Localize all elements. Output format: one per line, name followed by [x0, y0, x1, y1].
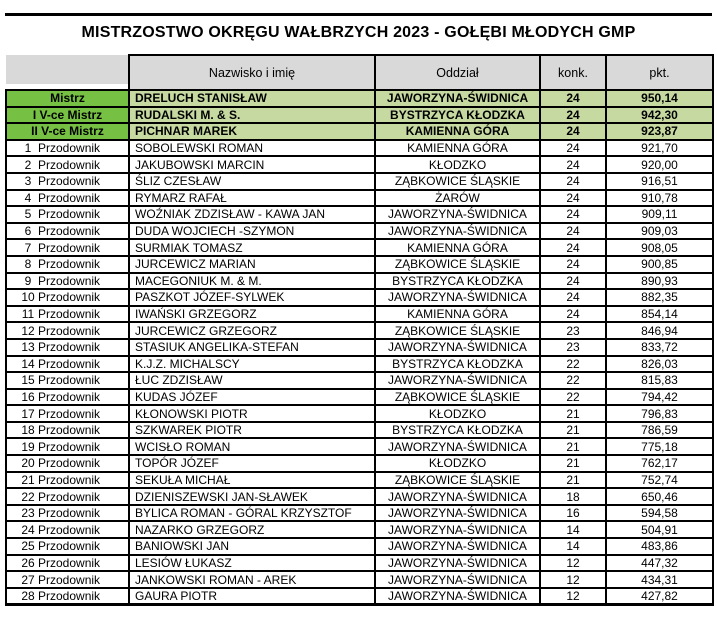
points-cell: 650,46 [606, 488, 713, 505]
rank-cell [6, 505, 129, 522]
competitions-cell: 24 [540, 206, 606, 223]
points-cell: 916,51 [606, 173, 713, 190]
top-rule [5, 13, 712, 16]
table-row [6, 555, 713, 572]
rank-cell [6, 472, 129, 489]
rank-title: Przodownik [38, 506, 101, 521]
name-cell: SZKWAREK PIOTR [129, 422, 375, 439]
points-cell: 762,17 [606, 455, 713, 472]
table-row [6, 389, 713, 406]
table-row [6, 521, 713, 538]
rank-title: Przodownik [38, 423, 101, 438]
rank-cell [6, 588, 129, 605]
podium-section [6, 90, 713, 140]
points-cell: 833,72 [606, 339, 713, 356]
competitions-cell: 24 [540, 289, 606, 306]
competitions-cell: 24 [540, 273, 606, 290]
table-row [6, 322, 713, 339]
competitions-cell: 14 [540, 538, 606, 555]
table-row [6, 289, 713, 306]
branch-cell: KAMIENNA GÓRA [375, 239, 540, 256]
rank-cell [6, 521, 129, 538]
points-cell: 504,91 [606, 521, 713, 538]
table-row [6, 239, 713, 256]
rank-number: 7 [24, 240, 32, 255]
header-competitions: konk. [540, 55, 606, 90]
rank-cell [6, 306, 129, 323]
points-cell: 910,78 [606, 190, 713, 207]
rank-cell [6, 223, 129, 240]
rank-title: Przodownik [38, 290, 101, 305]
rank-title: Przodownik [38, 224, 101, 239]
name-cell: GAURA PIOTR [129, 588, 375, 605]
branch-cell: JAWORZYNA-ŚWIDNICA [375, 521, 540, 538]
points-cell: 950,14 [606, 90, 713, 107]
points-cell: 796,83 [606, 405, 713, 422]
rank-title: Przodownik [38, 174, 101, 189]
points-cell: 752,74 [606, 472, 713, 489]
competitions-cell: 14 [540, 521, 606, 538]
header-points: pkt. [606, 55, 713, 90]
table-row [6, 405, 713, 422]
branch-cell: ZĄBKOWICE ŚLĄSKIE [375, 472, 540, 489]
competitions-cell: 18 [540, 488, 606, 505]
rank-cell [6, 389, 129, 406]
rank-cell [6, 273, 129, 290]
rank-title: Przodownik [38, 456, 101, 471]
competitions-cell: 24 [540, 190, 606, 207]
name-cell: DZIENISZEWSKI JAN-SŁAWEK [129, 488, 375, 505]
name-cell: MACEGONIUK M. & M. [129, 273, 375, 290]
rank-title: Przodownik [38, 439, 101, 454]
rank-title: Przodownik [38, 190, 101, 205]
table-row [6, 339, 713, 356]
name-cell: DRELUCH STANISŁAW [129, 90, 375, 107]
branch-cell: BYSTRZYCA KŁODZKA [375, 356, 540, 373]
points-cell: 594,58 [606, 505, 713, 522]
rank-cell [6, 256, 129, 273]
podium-row [6, 123, 713, 140]
rank-number: 17 [21, 406, 35, 421]
table-row [6, 190, 713, 207]
points-cell: 854,14 [606, 306, 713, 323]
rank-title: Przodownik [38, 257, 101, 272]
points-cell: 447,32 [606, 555, 713, 572]
table-row [6, 156, 713, 173]
rank-cell [6, 173, 129, 190]
rank-cell [6, 405, 129, 422]
competitions-cell: 22 [540, 389, 606, 406]
rank-number: 3 [24, 174, 32, 189]
branch-cell: KAMIENNA GÓRA [375, 123, 540, 140]
ranking-section [6, 140, 713, 605]
table-row [6, 356, 713, 373]
rank-title: Przodownik [38, 406, 101, 421]
name-cell: RUDALSKI M. & S. [129, 107, 375, 124]
name-cell: STASIUK ANGELIKA-STEFAN [129, 339, 375, 356]
points-cell: 900,85 [606, 256, 713, 273]
branch-cell: JAWORZYNA-ŚWIDNICA [375, 555, 540, 572]
rank-title: Przodownik [38, 522, 101, 537]
competitions-cell: 24 [540, 173, 606, 190]
rank-number: 14 [21, 356, 35, 371]
rank-number: 28 [21, 589, 35, 604]
branch-cell: ZĄBKOWICE ŚLĄSKIE [375, 389, 540, 406]
points-cell: 908,05 [606, 239, 713, 256]
name-cell: JANKOWSKI ROMAN - AREK [129, 571, 375, 588]
header-name: Nazwisko i imię [129, 55, 375, 90]
page-title: MISTRZOSTWO OKRĘGU WAŁBRZYCH 2023 - GOŁĘBI MŁODYCH GMP [81, 24, 636, 41]
rank-number: 11 [21, 307, 35, 322]
rank-title: Przodownik [38, 489, 101, 504]
podium-row [6, 107, 713, 124]
points-cell: 920,00 [606, 156, 713, 173]
rank-number: 10 [21, 290, 35, 305]
name-cell: ŚLIZ CZESŁAW [129, 173, 375, 190]
rank-cell [6, 455, 129, 472]
rank-number: 6 [24, 224, 32, 239]
name-cell: JURCEWICZ MARIAN [129, 256, 375, 273]
rank-number: 23 [21, 506, 35, 521]
rank-number: 2 [24, 157, 32, 172]
name-cell: SEKUŁA MICHAŁ [129, 472, 375, 489]
points-cell: 909,11 [606, 206, 713, 223]
competitions-cell: 24 [540, 239, 606, 256]
rank-title: Przodownik [38, 207, 101, 222]
competitions-cell: 24 [540, 156, 606, 173]
points-cell: 909,03 [606, 223, 713, 240]
points-cell: 923,87 [606, 123, 713, 140]
table-row [6, 140, 713, 157]
rank-number: 26 [21, 555, 35, 570]
rank-number: 21 [21, 472, 35, 487]
table-row [6, 273, 713, 290]
rank-number: 5 [24, 207, 32, 222]
points-cell: 434,31 [606, 571, 713, 588]
rank-number: 27 [21, 572, 35, 587]
table-row [6, 488, 713, 505]
rank-number: 18 [21, 423, 35, 438]
table-row [6, 173, 713, 190]
branch-cell: BYSTRZYCA KŁODZKA [375, 273, 540, 290]
table-row [6, 256, 713, 273]
points-cell: 846,94 [606, 322, 713, 339]
rank-title: Przodownik [38, 555, 101, 570]
competitions-cell: 24 [540, 140, 606, 157]
points-cell: 921,70 [606, 140, 713, 157]
competitions-cell: 24 [540, 123, 606, 140]
branch-cell: KAMIENNA GÓRA [375, 306, 540, 323]
name-cell: LESIÓW ŁUKASZ [129, 555, 375, 572]
branch-cell: ZĄBKOWICE ŚLĄSKIE [375, 322, 540, 339]
branch-cell: ZĄBKOWICE ŚLĄSKIE [375, 173, 540, 190]
competitions-cell: 24 [540, 306, 606, 323]
branch-cell: JAWORZYNA-ŚWIDNICA [375, 206, 540, 223]
rank-number: 1 [24, 141, 32, 156]
table-row [6, 372, 713, 389]
rank-title: Przodownik [38, 240, 101, 255]
points-cell: 794,42 [606, 389, 713, 406]
points-cell: 427,82 [606, 588, 713, 605]
table-row [6, 588, 713, 605]
rank-number: 8 [24, 257, 32, 272]
name-cell: TOPÓR JÓZEF [129, 455, 375, 472]
rank-title: Przodownik [38, 141, 101, 156]
competitions-cell: 23 [540, 339, 606, 356]
branch-cell: BYSTRZYCA KŁODZKA [375, 422, 540, 439]
competitions-cell: 21 [540, 472, 606, 489]
rank-cell: I V-ce Mistrz [6, 107, 129, 124]
competitions-cell: 21 [540, 438, 606, 455]
branch-cell: JAWORZYNA-ŚWIDNICA [375, 289, 540, 306]
rank-cell [6, 571, 129, 588]
table-row [6, 223, 713, 240]
rank-cell [6, 190, 129, 207]
name-cell: PICHNAR MAREK [129, 123, 375, 140]
points-cell: 483,86 [606, 538, 713, 555]
table-row [6, 455, 713, 472]
table-row [6, 571, 713, 588]
name-cell: WOŹNIAK ZDZISŁAW - KAWA JAN [129, 206, 375, 223]
table-row [6, 505, 713, 522]
rank-cell [6, 239, 129, 256]
rank-cell: II V-ce Mistrz [6, 123, 129, 140]
competitions-cell: 21 [540, 455, 606, 472]
name-cell: JAKUBOWSKI MARCIN [129, 156, 375, 173]
name-cell: WCISŁO ROMAN [129, 438, 375, 455]
name-cell: KŁONOWSKI PIOTR [129, 405, 375, 422]
header-rank-blank [6, 55, 129, 90]
name-cell: JURCEWICZ GRZEGORZ [129, 322, 375, 339]
competitions-cell: 24 [540, 107, 606, 124]
rank-title: Przodownik [38, 323, 101, 338]
table-header [6, 55, 713, 90]
rank-cell [6, 372, 129, 389]
rank-title: Przodownik [38, 472, 101, 487]
name-cell: ŁUC ZDZISŁAW [129, 372, 375, 389]
rank-title: Przodownik [38, 373, 101, 388]
rank-cell [6, 206, 129, 223]
branch-cell: JAWORZYNA-ŚWIDNICA [375, 488, 540, 505]
header-row [6, 55, 713, 90]
podium-row [6, 90, 713, 107]
rank-title: Przodownik [38, 589, 101, 604]
rank-cell: Mistrz [6, 90, 129, 107]
points-cell: 786,59 [606, 422, 713, 439]
rank-number: 16 [21, 389, 35, 404]
rank-title: Przodownik [38, 356, 101, 371]
rank-number: 19 [21, 439, 35, 454]
rank-number: 15 [21, 373, 35, 388]
header-branch: Oddział [375, 55, 540, 90]
rank-title: Przodownik [38, 157, 101, 172]
competitions-cell: 12 [540, 571, 606, 588]
competitions-cell: 24 [540, 256, 606, 273]
rank-cell [6, 289, 129, 306]
rank-cell [6, 140, 129, 157]
competitions-cell: 21 [540, 405, 606, 422]
points-cell: 815,83 [606, 372, 713, 389]
rank-cell [6, 322, 129, 339]
rank-cell [6, 538, 129, 555]
competitions-cell: 12 [540, 555, 606, 572]
branch-cell: KAMIENNA GÓRA [375, 140, 540, 157]
branch-cell: JAWORZYNA-ŚWIDNICA [375, 588, 540, 605]
name-cell: KUDAS JÓZEF [129, 389, 375, 406]
branch-cell: JAWORZYNA-ŚWIDNICA [375, 90, 540, 107]
rank-number: 20 [21, 456, 35, 471]
table-row [6, 472, 713, 489]
branch-cell: KŁODZKO [375, 405, 540, 422]
rank-number: 13 [21, 340, 35, 355]
branch-cell: JAWORZYNA-ŚWIDNICA [375, 538, 540, 555]
rank-cell [6, 438, 129, 455]
name-cell: BYLICA ROMAN - GÓRAL KRZYSZTOF [129, 505, 375, 522]
results-table [5, 54, 714, 606]
results-sheet [0, 13, 717, 630]
points-cell: 942,30 [606, 107, 713, 124]
rank-cell [6, 156, 129, 173]
competitions-cell: 24 [540, 223, 606, 240]
name-cell: NAZARKO GRZEGORZ [129, 521, 375, 538]
branch-cell: JAWORZYNA-ŚWIDNICA [375, 223, 540, 240]
competitions-cell: 21 [540, 422, 606, 439]
branch-cell: ŻARÓW [375, 190, 540, 207]
name-cell: BANIOWSKI JAN [129, 538, 375, 555]
rank-title: Przodownik [38, 340, 101, 355]
branch-cell: ZĄBKOWICE ŚLĄSKIE [375, 256, 540, 273]
rank-number: 25 [21, 539, 35, 554]
table-row [6, 438, 713, 455]
name-cell: PASZKOT JÓZEF-SYLWEK [129, 289, 375, 306]
rank-cell [6, 339, 129, 356]
branch-cell: BYSTRZYCA KŁODZKA [375, 107, 540, 124]
branch-cell: KŁODZKO [375, 455, 540, 472]
branch-cell: JAWORZYNA-ŚWIDNICA [375, 372, 540, 389]
rank-title: Przodownik [38, 389, 101, 404]
points-cell: 890,93 [606, 273, 713, 290]
branch-cell: JAWORZYNA-ŚWIDNICA [375, 505, 540, 522]
points-cell: 775,18 [606, 438, 713, 455]
rank-title: Przodownik [38, 273, 101, 288]
branch-cell: KŁODZKO [375, 156, 540, 173]
table-row [6, 422, 713, 439]
rank-number: 12 [21, 323, 35, 338]
competitions-cell: 16 [540, 505, 606, 522]
rank-number: 4 [24, 190, 32, 205]
name-cell: IWAŃSKI GRZEGORZ [129, 306, 375, 323]
branch-cell: JAWORZYNA-ŚWIDNICA [375, 438, 540, 455]
name-cell: K.J.Z. MICHALSCY [129, 356, 375, 373]
points-cell: 826,03 [606, 356, 713, 373]
points-cell: 882,35 [606, 289, 713, 306]
rank-cell [6, 555, 129, 572]
rank-cell [6, 422, 129, 439]
name-cell: SURMIAK TOMASZ [129, 239, 375, 256]
table-row [6, 306, 713, 323]
rank-number: 24 [21, 522, 35, 537]
name-cell: SOBOLEWSKI ROMAN [129, 140, 375, 157]
table-row [6, 538, 713, 555]
name-cell: DUDA WOJCIECH -SZYMON [129, 223, 375, 240]
competitions-cell: 24 [540, 90, 606, 107]
rank-title: Przodownik [38, 572, 101, 587]
branch-cell: JAWORZYNA-ŚWIDNICA [375, 339, 540, 356]
rank-cell [6, 488, 129, 505]
competitions-cell: 23 [540, 322, 606, 339]
competitions-cell: 22 [540, 372, 606, 389]
name-cell: RYMARZ RAFAŁ [129, 190, 375, 207]
rank-number: 9 [24, 273, 32, 288]
rank-title: Przodownik [38, 307, 101, 322]
rank-number: 22 [21, 489, 35, 504]
competitions-cell: 22 [540, 356, 606, 373]
rank-cell [6, 356, 129, 373]
competitions-cell: 12 [540, 588, 606, 605]
branch-cell: JAWORZYNA-ŚWIDNICA [375, 571, 540, 588]
table-row [6, 206, 713, 223]
rank-title: Przodownik [38, 539, 101, 554]
